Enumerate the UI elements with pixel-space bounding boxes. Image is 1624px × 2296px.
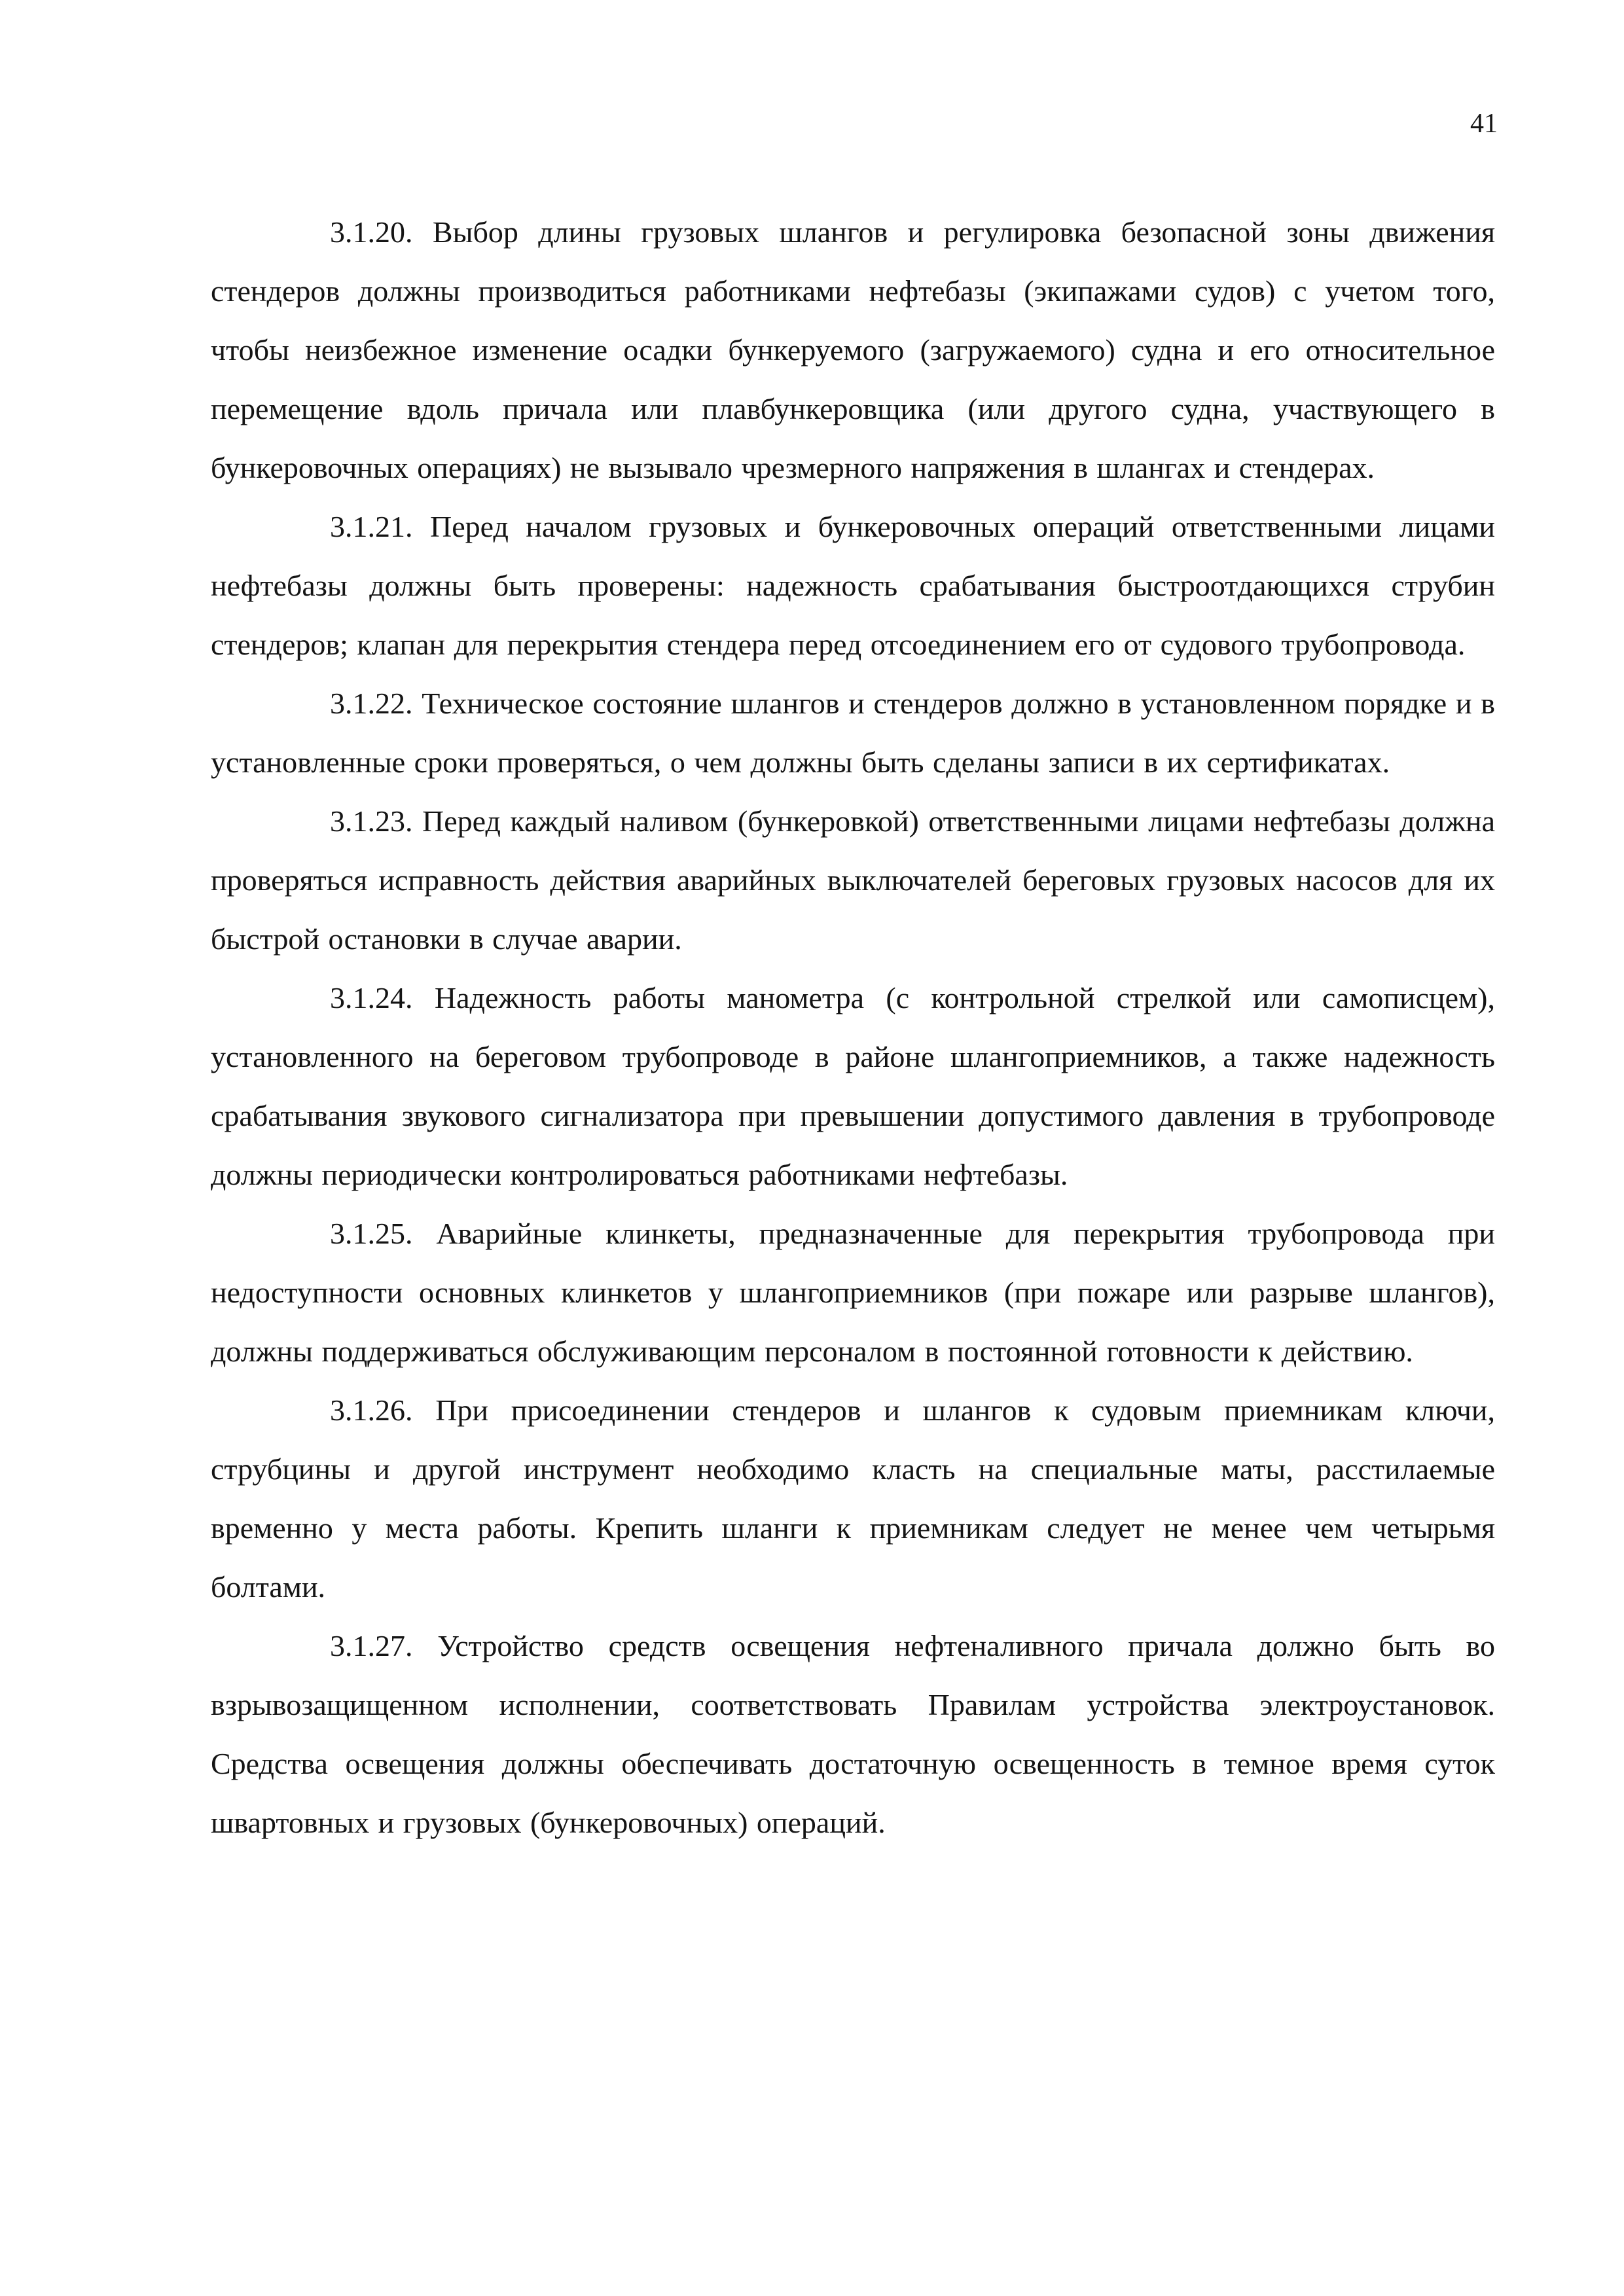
- paragraph-3-1-21: 3.1.21. Перед началом грузовых и бункеровочных операций ответственными лицами нефтебазы должны быть проверены: надежность срабатывания быстроотдающихся струбин стендеров; клапан для перекрытия стендера перед отсоединением его от судового трубопровода.: [211, 510, 1495, 661]
- document-body: [211, 203, 1495, 1852]
- paragraph-3-1-27: 3.1.27. Устройство средств освещения нефтеналивного причала должно быть во взрывозащищенном исполнении, соответствовать Правилам устройства электроустановок. Средства освещения должны обеспечивать достаточную освещенность в темное время суток швартовных и грузовых (бункеровочных) операций.: [211, 1629, 1495, 1839]
- page-number: 41: [1470, 109, 1498, 139]
- paragraph-3-1-23: 3.1.23. Перед каждый наливом (бункеровкой) ответственными лицами нефтебазы должна проверяться исправность действия аварийных выключателей береговых грузовых насосов для их быстрой остановки в случае аварии.: [211, 804, 1495, 956]
- paragraph-3-1-25: 3.1.25. Аварийные клинкеты, предназначенные для перекрытия трубопровода при недоступности основных клинкетов у шлангоприемников (при пожаре или разрыве шлангов), должны поддерживаться обслуживающим персоналом в постоянной готовности к действию.: [211, 1217, 1495, 1368]
- paragraph-3-1-20: 3.1.20. Выбор длины грузовых шлангов и регулировка безопасной зоны движения стендеров должны производиться работниками нефтебазы (экипажами судов) с учетом того, чтобы неизбежное изменение осадки бункеруемого (загружаемого) судна и его относительное перемещение вдоль причала или плавбункеровщика (или другого судна, участвующего в бункеровочных операциях) не вызывало чрезмерного напряжения в шлангах и стендерах.: [211, 215, 1495, 484]
- paragraph-3-1-26: 3.1.26. При присоединении стендеров и шлангов к судовым приемникам ключи, струбцины и другой инструмент необходимо класть на специальные маты, расстилаемые временно у места работы. Крепить шланги к приемникам следует не менее чем четырьмя болтами.: [211, 1393, 1495, 1604]
- paragraph-3-1-24: 3.1.24. Надежность работы манометра (с контрольной стрелкой или самописцем), установленного на береговом трубопроводе в районе шлангоприемников, а также надежность срабатывания звукового сигнализатора при превышении допустимого давления в трубопроводе должны периодически контролироваться работниками нефтебазы.: [211, 981, 1495, 1191]
- paragraph-3-1-22: 3.1.22. Техническое состояние шлангов и стендеров должно в установленном порядке и в установленные сроки проверяться, о чем должны быть сделаны записи в их сертификатах.: [211, 687, 1495, 779]
